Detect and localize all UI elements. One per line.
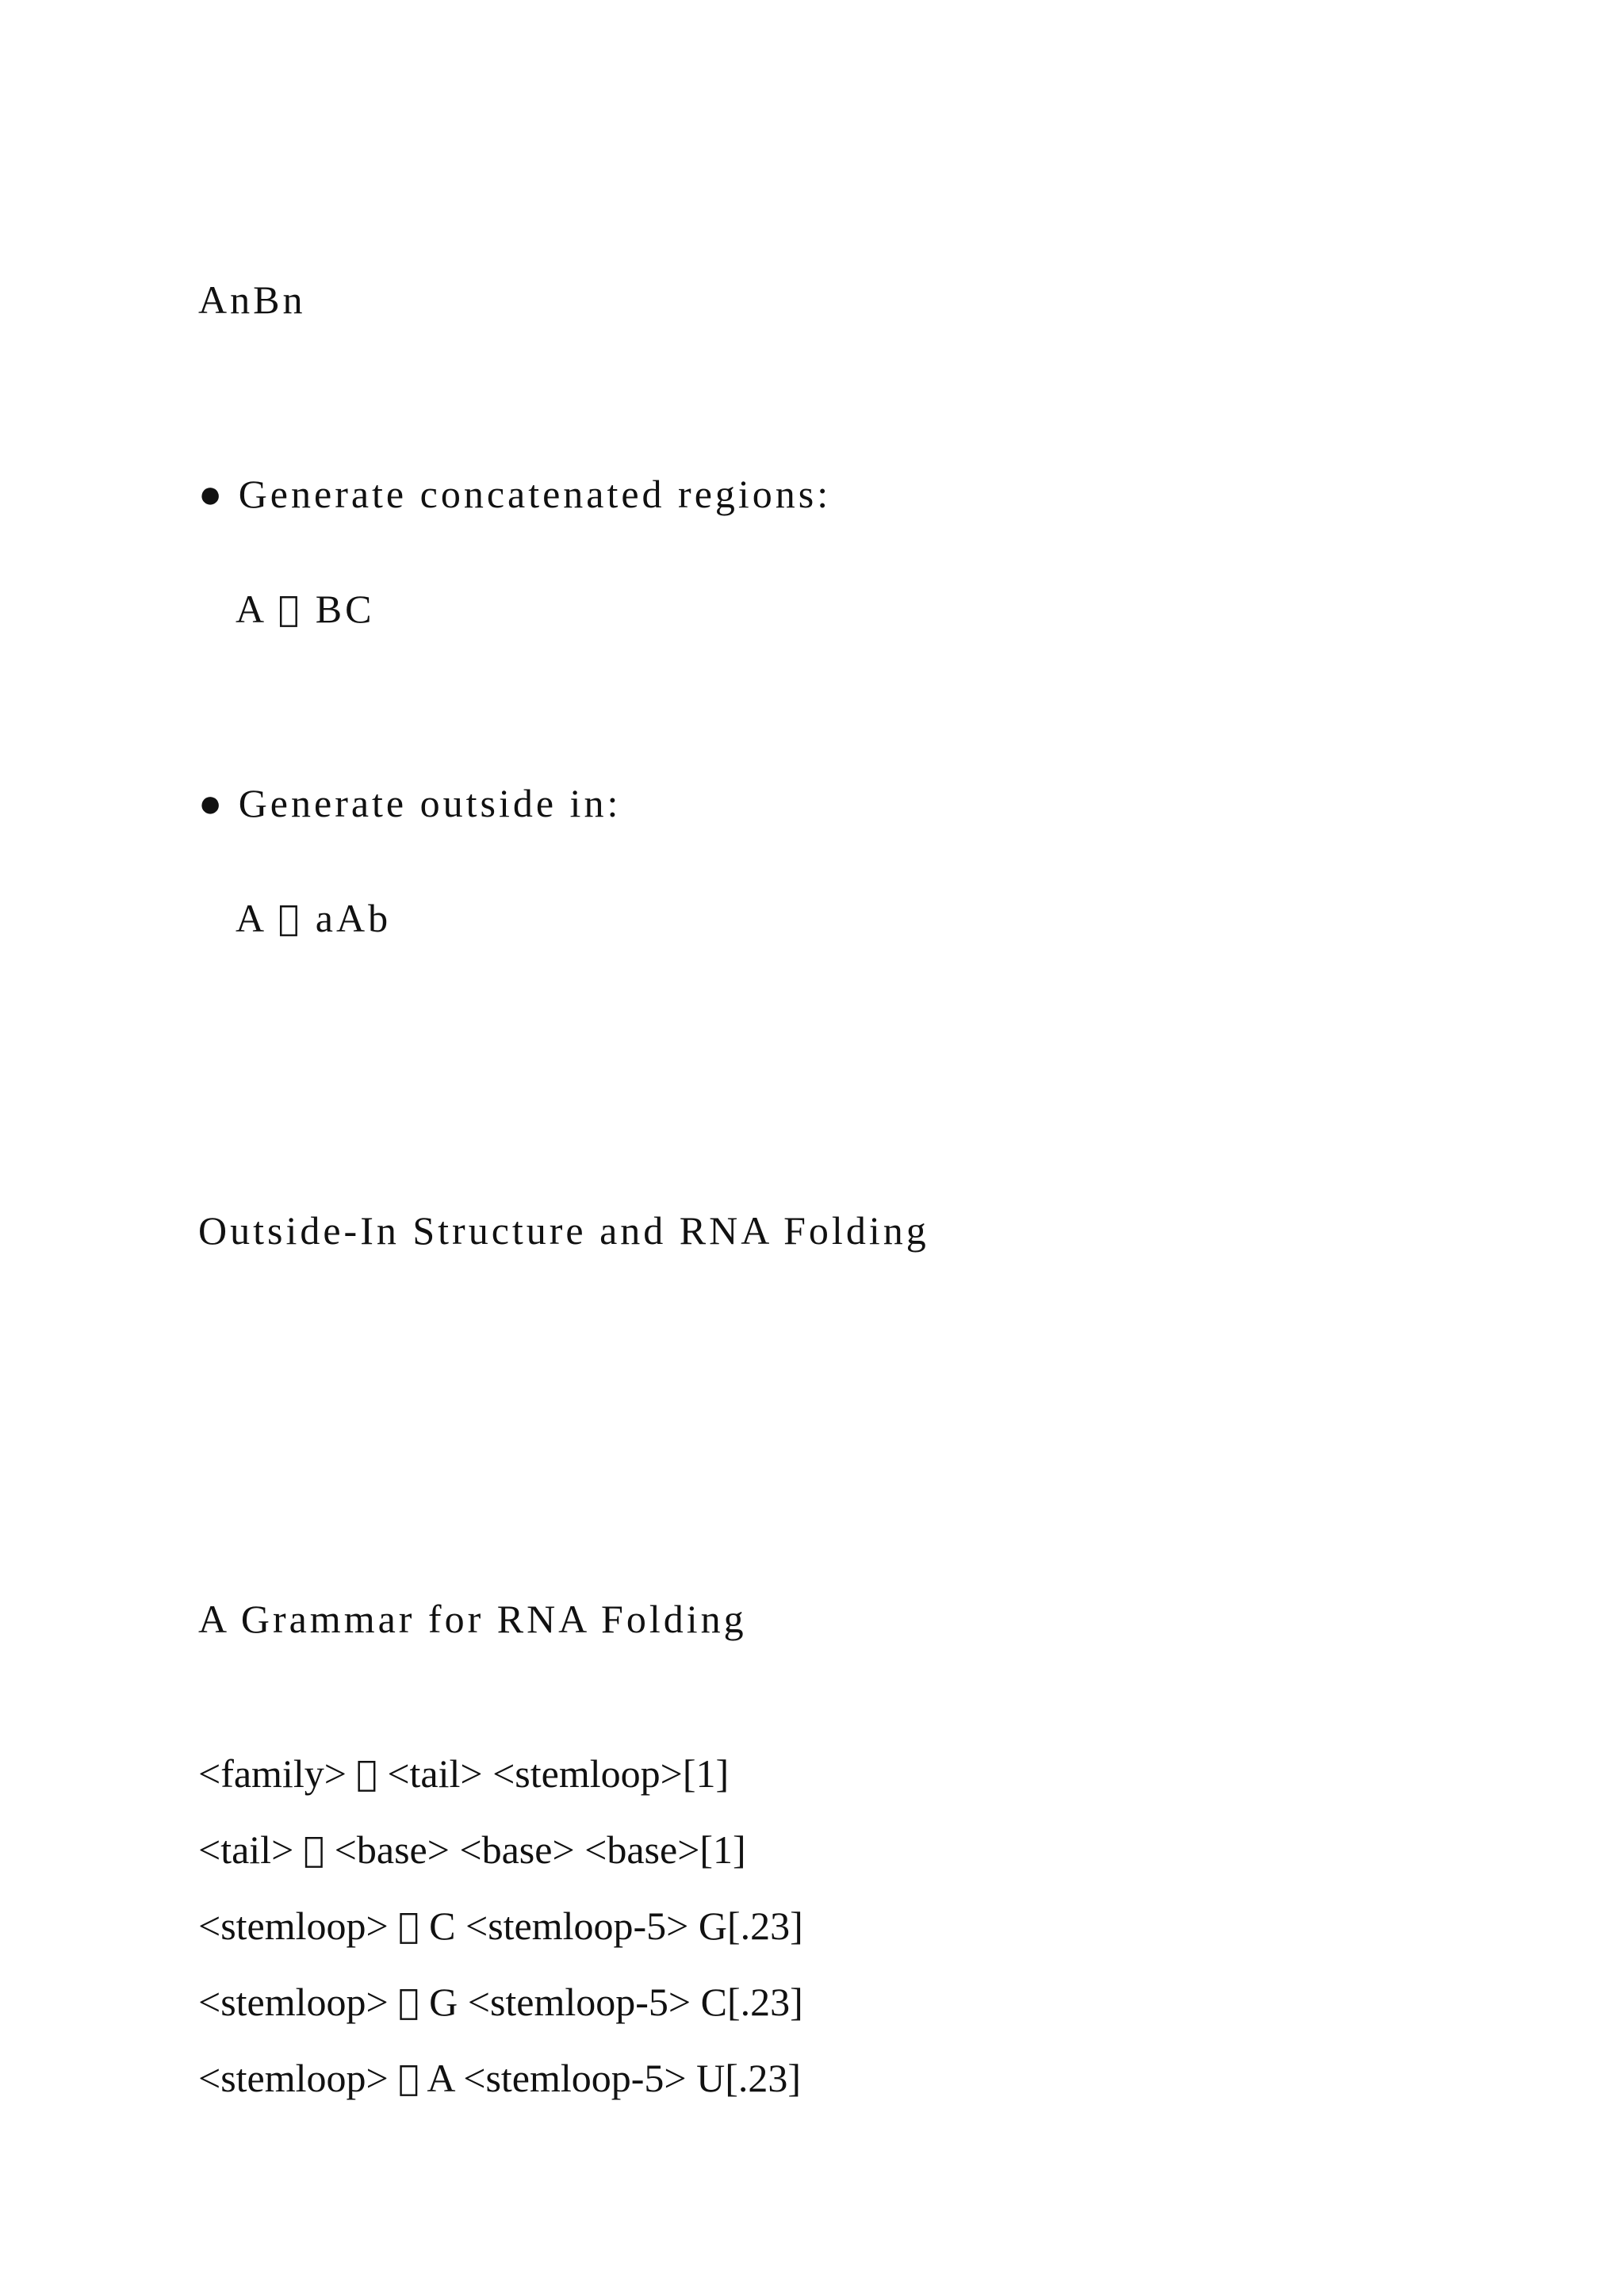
arrow-icon <box>398 1906 410 1946</box>
bullet-text: Generate outside in: <box>238 781 622 825</box>
section-heading-outside-in: Outside-In Structure and RNA Folding <box>198 1208 929 1253</box>
section-heading-grammar: A Grammar for RNA Folding <box>198 1597 747 1641</box>
bullet-marker: ● <box>198 781 226 825</box>
arrow-icon <box>278 898 293 939</box>
rule-lhs: <stemloop> <box>198 1904 389 1948</box>
grammar-rule <box>198 1751 729 1796</box>
arrow-icon <box>278 589 293 629</box>
arrow-icon <box>303 1830 315 1870</box>
rule-rhs: A <stemloop-5> U[.23] <box>416 2056 791 2100</box>
arrow-icon <box>398 2058 410 2099</box>
rule-lhs: A <box>236 896 266 940</box>
rule-lhs: <tail> <box>198 1827 294 1872</box>
rule-rhs: G <stemloop-5> C[.23] <box>419 1980 794 2024</box>
grammar-rule <box>198 1982 803 2022</box>
arrow-icon <box>398 1982 410 2022</box>
rule-rhs: <tail> <stemloop>[1] <box>377 1751 719 1796</box>
bullet-marker: ● <box>198 472 226 516</box>
bullet-text: Generate concatenated regions: <box>238 472 832 516</box>
arrow-icon <box>356 1754 368 1794</box>
grammar-rule <box>198 1906 803 1946</box>
rule-rhs: <base> <base> <base>[1] <box>324 1827 737 1872</box>
rule-rhs: aAb <box>305 896 381 940</box>
page-title: AnBn <box>198 277 306 322</box>
rule-rhs: BC <box>305 587 366 631</box>
rule-lhs: A <box>236 587 266 631</box>
rule-lhs: <family> <box>198 1751 347 1796</box>
rule-outside-in <box>236 898 391 938</box>
rule-lhs: <stemloop> <box>198 2056 389 2100</box>
rule-rhs: C <stemloop-5> G[.23] <box>419 1904 794 1948</box>
rule-lhs: <stemloop> <box>198 1980 389 2024</box>
grammar-rule <box>198 2058 801 2098</box>
grammar-rule <box>198 1827 746 1872</box>
bullet-concatenated <box>198 434 831 514</box>
bullet-outside-in <box>198 744 621 823</box>
rule-concatenated <box>236 589 374 629</box>
